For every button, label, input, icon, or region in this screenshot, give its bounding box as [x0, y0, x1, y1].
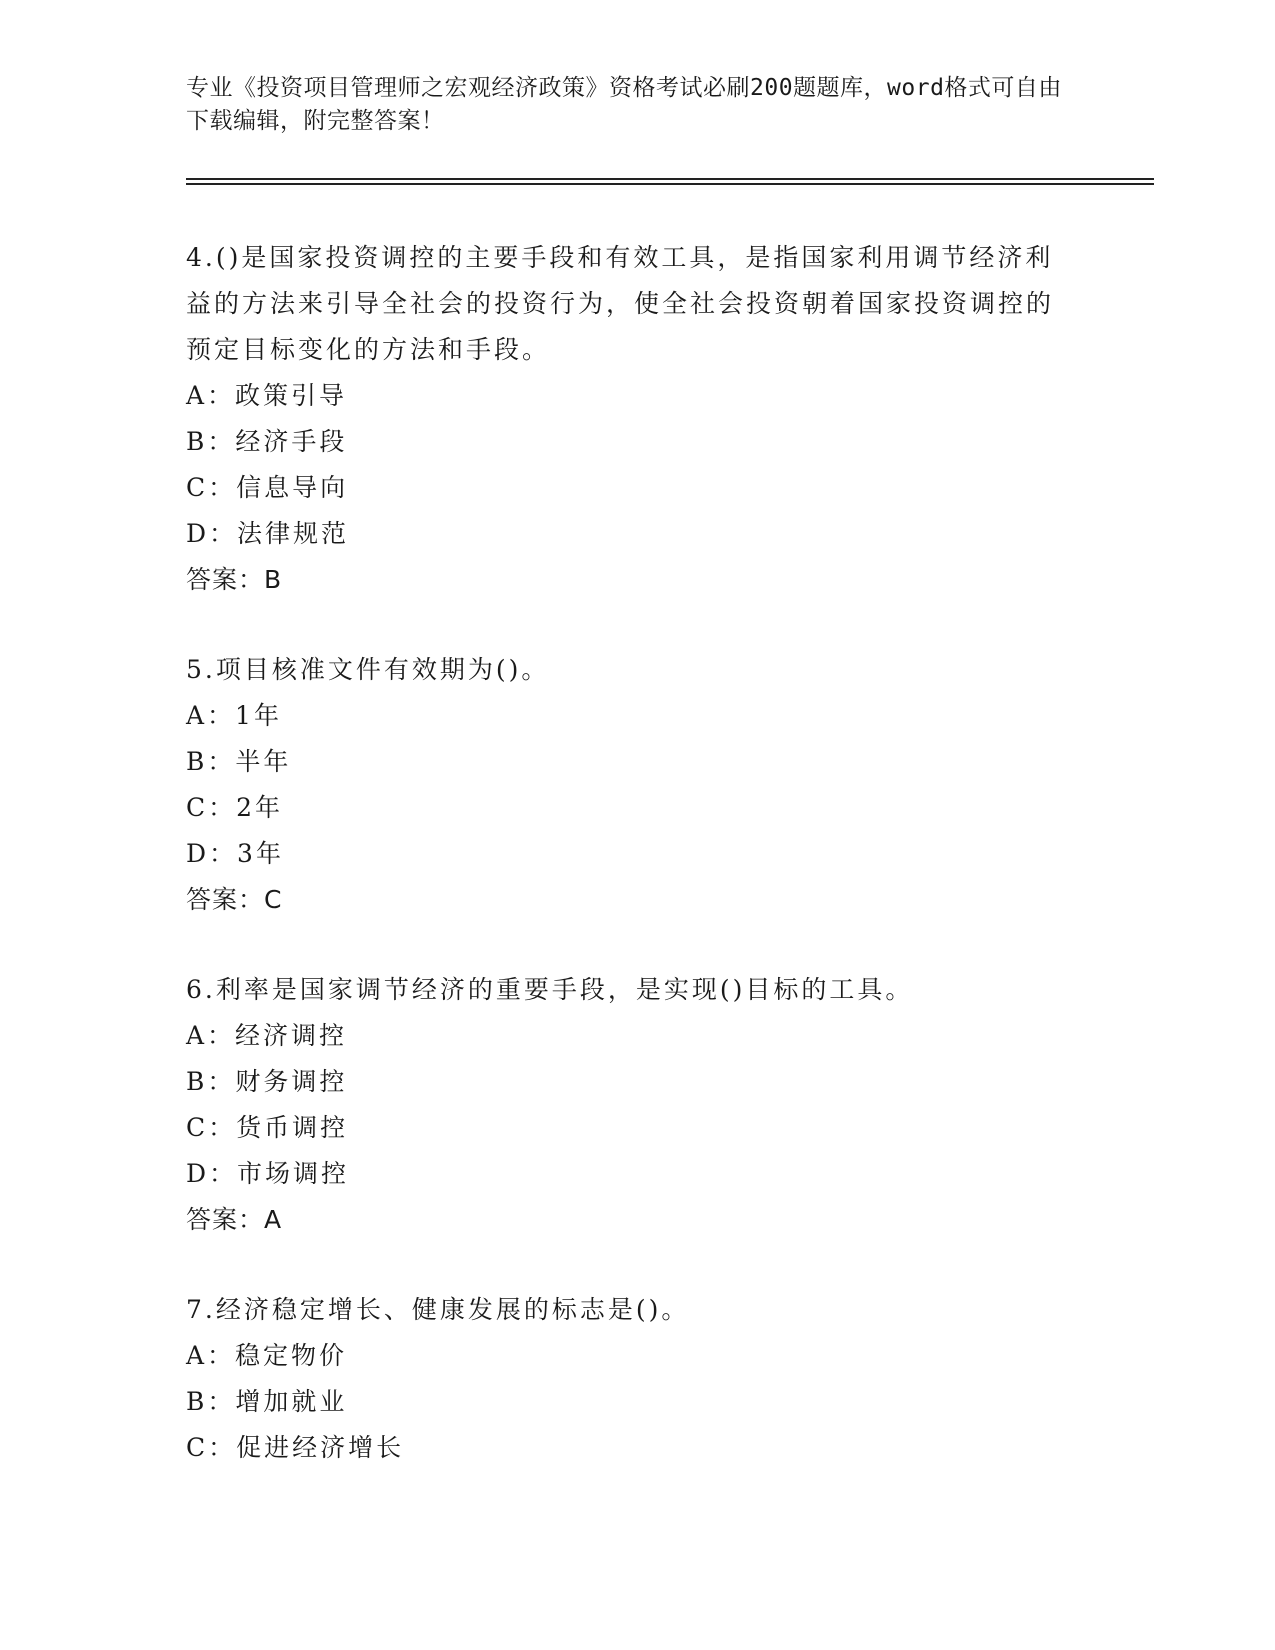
option-d: D：市场调控	[186, 1159, 350, 1188]
question-stem: 7.经济稳定增长、健康发展的标志是()。	[186, 1295, 690, 1324]
question-6	[186, 967, 1066, 1243]
option-c: C：促进经济增长	[186, 1433, 405, 1462]
question-stem: 6.利率是国家调节经济的重要手段，是实现()目标的工具。	[186, 975, 914, 1004]
answer-line: 答案：A	[186, 1205, 283, 1234]
question-7	[186, 1287, 1066, 1471]
option-a: A：政策引导	[186, 381, 348, 410]
option-c: C：信息导向	[186, 473, 349, 502]
option-b: B：增加就业	[186, 1387, 348, 1416]
answer-line: 答案：B	[186, 565, 283, 594]
question-stem: 4.()是国家投资调控的主要手段和有效工具，是指国家利用调节经济利益的方法来引导全社会的投资行为，使全社会投资朝着国家投资调控的预定目标变化的方法和手段。	[186, 243, 1055, 364]
header-divider-top	[186, 178, 1154, 180]
header-divider-bottom	[186, 183, 1154, 185]
option-b: B：财务调控	[186, 1067, 348, 1096]
option-c: C：2年	[186, 793, 284, 822]
document-header: 专业《投资项目管理师之宏观经济政策》资格考试必刷200题题库，word格式可自由下载编辑，附完整答案！	[186, 75, 1062, 134]
option-a: A：稳定物价	[186, 1341, 348, 1370]
option-d: D：法律规范	[186, 519, 350, 548]
option-d: D：3年	[186, 839, 284, 868]
question-list	[186, 235, 1066, 1515]
option-b: B：半年	[186, 747, 292, 776]
option-c: C：货币调控	[186, 1113, 349, 1142]
option-a: A：1年	[186, 701, 282, 730]
question-5	[186, 647, 1066, 923]
question-stem: 5.项目核准文件有效期为()。	[186, 655, 550, 684]
option-a: A：经济调控	[186, 1021, 348, 1050]
answer-line: 答案：C	[186, 885, 283, 914]
question-4	[186, 235, 1066, 603]
option-b: B：经济手段	[186, 427, 348, 456]
